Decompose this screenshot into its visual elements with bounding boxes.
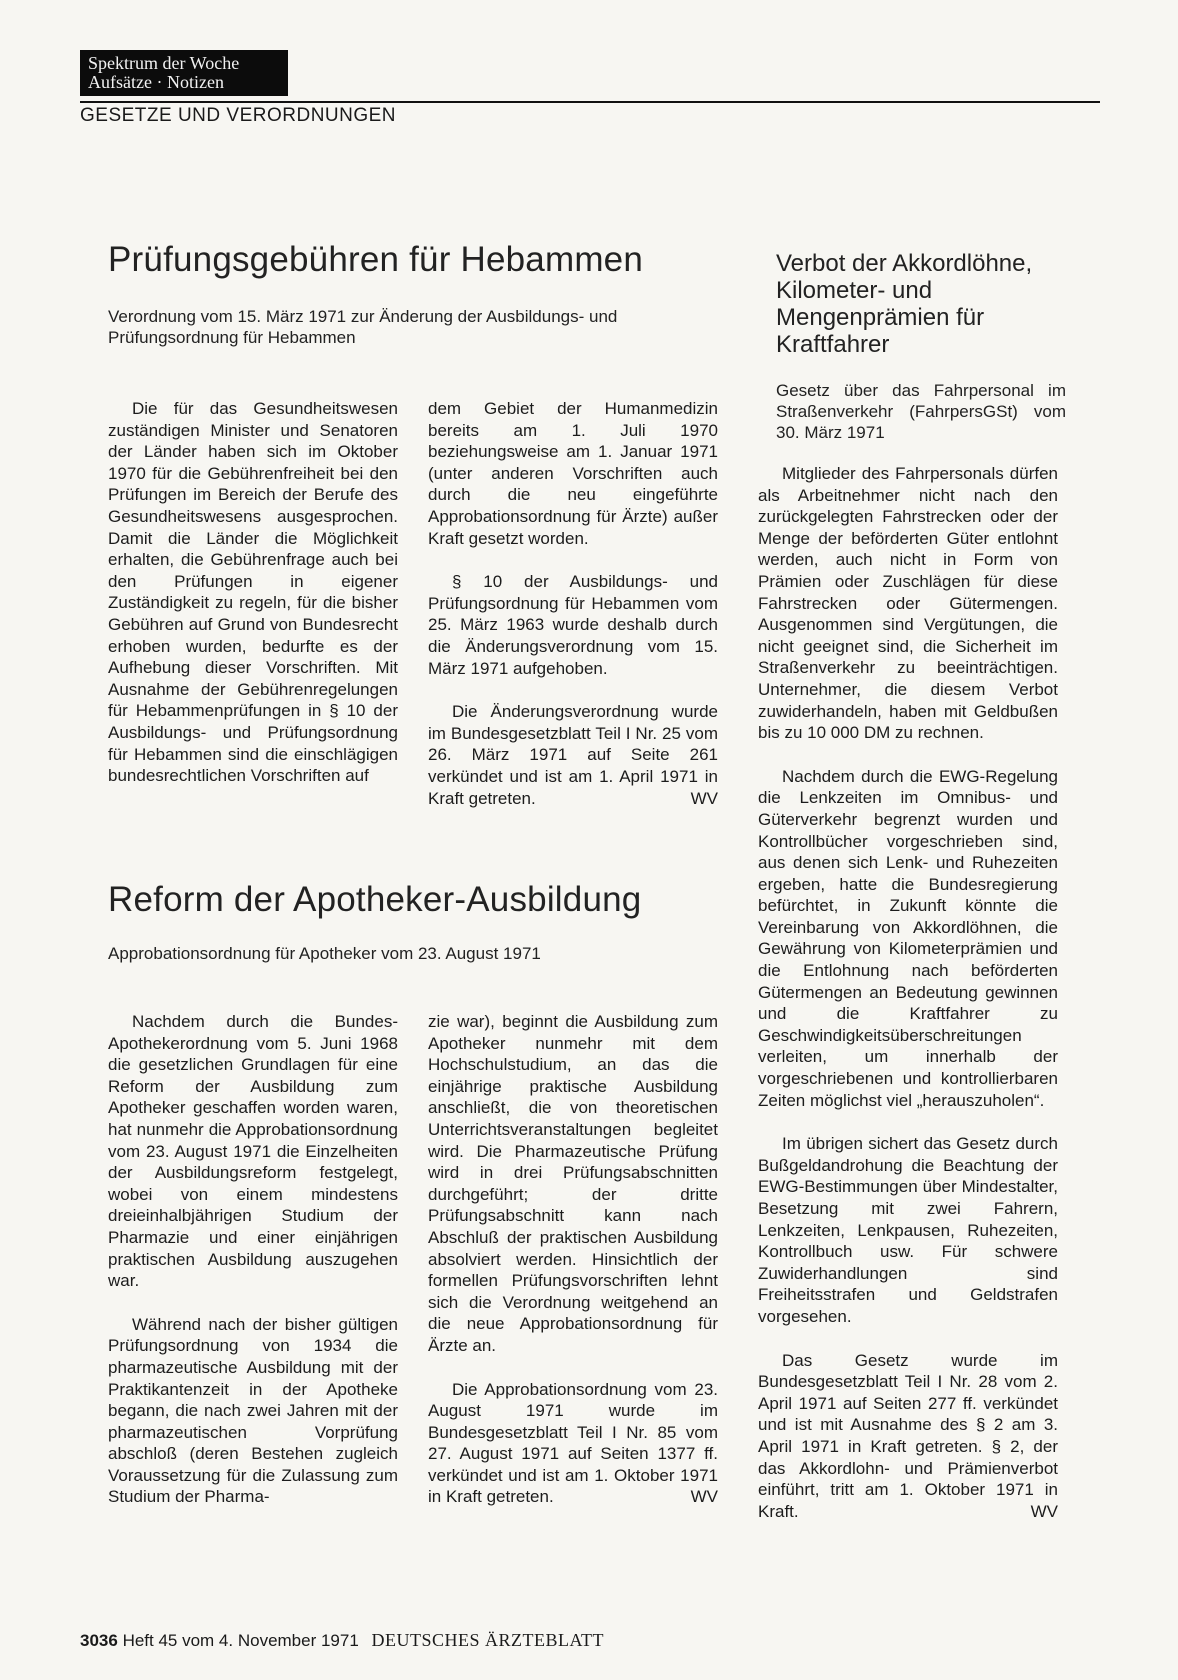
- article1-col2-paragraph: dem Gebiet der Humanmedizin bereits am 1. Juli 1970 beziehungsweise am 1. Januar 1971 (unter anderen Vorschriften auch durch die neu eingeführte Approbationsordnung für Ärzte) außer Kraft gesetzt worden.: [428, 399, 718, 548]
- article3-paragraph: Im übrigen sichert das Gesetz durch Bußgeldandrohung die Beachtung der EWG-Bestimmungen über Mindestalter, Besetzung mit zwei Fahrern, Lenkzeiten, Lenkpausen, Ruhezeiten, Kontrollbuch usw. Für schwere Zuwiderhandlungen sind Freiheitsstrafen und Geldstrafen vorgesehen.: [758, 1134, 1058, 1326]
- article2-col2-paragraph: zie war), beginnt die Ausbildung zum Apotheker nunmehr mit dem Hochschulstudium, an das die einjährige praktische Ausbildung anschließt, die von theoretischen Unterrichtsveranstaltungen begleitet wird. Die Pharmazeutische Prüfung wird in drei Prüfungsabschnitten durchgeführt; der dritte Prüfungsabschnitt kann nach Abschluß der praktischen Ausbildung absolviert werden. Hinsichtlich der formellen Prüfungsvorschriften lehnt sich die Verordnung weitgehend an die neue Approbationsordnung für Ärzte an.: [428, 1012, 718, 1355]
- header-rule: [80, 101, 1100, 103]
- article3-column: [758, 463, 1058, 1522]
- article2-signature: WV: [690, 1487, 718, 1507]
- article2-title: Reform der Apotheker-Ausbildung: [108, 880, 642, 919]
- article3-paragraph: Mitglieder des Fahrpersonals dürfen als Arbeitnehmer nicht nach den zurückgelegten Fahrstrecken oder der Menge der beförderten Güter entlohnt werden, auch nicht in Form von Prämien oder Zuschlägen für diese Fahrstrecken oder Gütermengen. Ausgenommen sind Vergütungen, die nicht geeignet sind, die Sicherheit im Straßenverkehr zu beeinträchtigen. Unternehmer, die diesem Verbot zuwiderhandeln, haben mit Geldbußen bis zu 10 000 DM zu rechnen.: [758, 464, 1058, 743]
- article2-col1-paragraph: Nachdem durch die Bundes-Apothekerordnung vom 5. Juni 1968 die gesetzlichen Grundlagen für eine Reform der Ausbildung zum Apotheker geschaffen worden waren, hat nunmehr die Approbationsordnung vom 23. August 1971 die Einzelheiten der Ausbildungsreform festgelegt, wobei von einem mindestens dreieinhalbjährigen Studium der Pharmazie und einer einjährigen praktischen Ausbildung auszugehen war.: [108, 1012, 398, 1291]
- article2-column-2: [428, 1011, 718, 1508]
- article3-text: Das Gesetz wurde im Bundesgesetzblatt Teil I Nr. 28 vom 2. April 1971 auf Seiten 277 ff. verkündet und ist mit Ausnahme des § 2 am 3. April 1971 in Kraft getreten. § 2, der das Akkordlohn- und Prämienverbot einführt, tritt am 1. Oktober 1971 in Kraft.: [758, 1350, 1058, 1521]
- article2-col1-paragraph: Während nach der bisher gültigen Prüfungsordnung von 1934 die pharmazeutische Ausbildung mit der Praktikantenzeit in der Apotheke begann, die nach zwei Jahren mit der pharmazeutischen Vorprüfung abschloß (deren Bestehen zugleich Voraussetzung für die Zulassung zum Studium der Pharma-: [108, 1314, 398, 1507]
- article3-subtitle: Gesetz über das Fahrpersonal im Straßenverkehr (FahrpersGSt) vom 30. März 1971: [776, 381, 1066, 442]
- article1-column-1: [108, 398, 398, 787]
- article1-col1-paragraph: Die für das Gesundheitswesen zuständigen Minister und Senatoren der Länder haben sich im Oktober 1970 für die Gebührenfreiheit bei den Prüfungen im Bereich der Berufe des Gesundheitswesens ausgesprochen. Damit die Länder die Möglichkeit erhalten, die Gebührenfrage auch bei den Prüfungen in eigener Zuständigkeit zu regeln, für die bisher Gebühren auf Grund von Bundesrecht erhoben wurden, bedurfte es der Aufhebung dieser Vorschriften. Mit Ausnahme der Gebührenregelungen für Hebammenprüfungen in § 10 der Ausbildungs- und Prüfungsordnung für Hebammen sind die einschlägigen bundesrechtlichen Vorschriften auf: [108, 399, 398, 786]
- page-footer: [80, 1630, 604, 1651]
- article1-column-2: [428, 398, 718, 809]
- article1-col2-paragraph: § 10 der Ausbildungs- und Prüfungsordnung für Hebammen vom 25. März 1963 wurde deshalb durch die Änderungsverordnung vom 15. März 1971 aufgehoben.: [428, 572, 718, 678]
- article3-paragraph: Nachdem durch die EWG-Regelung die Lenkzeiten im Omnibus- und Güterverkehr begrenzt wurden und Kontrollbücher vorgeschrieben sind, aus denen sich Lenk- und Ruhezeiten ergeben, hatte die Bundesregierung befürchtet, in Zukunft könnte die Vereinbarung von Akkordlöhnen, die Gewährung von Kilometerprämien und die Entlohnung nach beförderten Gütermengen an Bedeutung gewinnen und die Kraftfahrer zu Geschwindigkeitsüberschreitungen verleiten, um innerhalb der vorgeschriebenen und kontrollierbaren Zeiten möglichst viel „herauszuholen“.: [758, 766, 1058, 1110]
- article2-col2-paragraph: [428, 1379, 718, 1509]
- badge-line-2: Aufsätze · Notizen: [88, 72, 224, 92]
- article3-signature: WV: [1030, 1501, 1058, 1521]
- article1-col2-text: Die Änderungsverordnung wurde im Bundesgesetzblatt Teil I Nr. 25 vom 26. März 1971 auf Seite 261 verkündet und ist am 1. April 1971 in Kraft getreten.: [428, 702, 718, 808]
- article3-paragraph: [758, 1350, 1058, 1523]
- badge-line-1: Spektrum der Woche: [88, 53, 240, 73]
- article1-subtitle: Verordnung vom 15. März 1971 zur Änderung der Ausbildungs- und Prüfungsordnung für Hebammen: [108, 307, 618, 347]
- issue-info: Heft 45 vom 4. November 1971: [122, 1631, 359, 1650]
- page-number: 3036: [80, 1631, 118, 1650]
- section-badge: [80, 50, 288, 96]
- article1-signature: WV: [690, 788, 718, 808]
- article2-subtitle: Approbationsordnung für Apotheker vom 23. August 1971: [108, 944, 541, 963]
- article2-column-1: [108, 1011, 398, 1508]
- article1-title: Prüfungsgebühren für Hebammen: [108, 240, 644, 279]
- journal-name: DEUTSCHES ÄRZTEBLATT: [371, 1630, 605, 1650]
- article2-col2-text: Die Approbationsordnung vom 23. August 1971 wurde im Bundesgesetzblatt Teil I Nr. 85 vom 27. August 1971 auf Seiten 1377 ff. verkündet und ist am 1. Oktober 1971 in Kraft getreten.: [428, 1379, 718, 1507]
- article1-col2-paragraph: [428, 701, 718, 809]
- rubric-heading: GESETZE UND VERORDNUNGEN: [80, 105, 397, 126]
- article3-title: Verbot der Akkordlöhne, Kilometer- und Mengenprämien für Kraftfahrer: [776, 250, 1033, 358]
